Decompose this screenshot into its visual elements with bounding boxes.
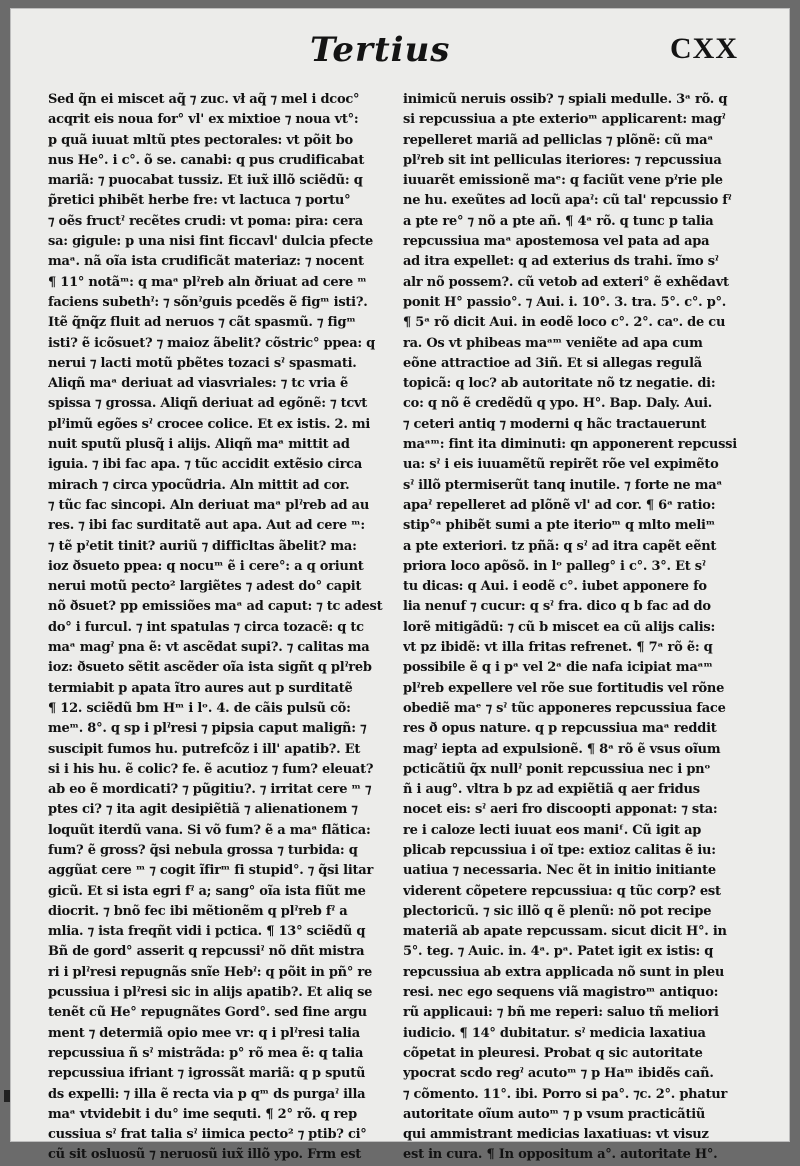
text-line: re i caloze lecti iuuat eos maniᶠ. Cũ igit ap: [403, 822, 702, 838]
text-line: mlia. ⁊ ista freqñt vidi i pctica. ¶ 13° sciẽdũ q: [48, 924, 366, 940]
text-line: nerui motũ pecto² largiẽtes ⁊ adest do° capit: [48, 579, 362, 595]
text-line: qui ammistrant medicias laxatiuas: vt visuz: [403, 1127, 709, 1143]
text-line: ¶ 11° notãᵐ: q maᵃ plˀreb aln ðriuat ad cere ᵐ: [48, 274, 367, 290]
text-line: maᵃ. nã oĩa ista crudificãt materiaz: ⁊ nocent: [48, 254, 364, 270]
text-line: res ð opus nature. q p repcussiua maᵃ reddit: [403, 721, 717, 737]
right-text-column: [403, 90, 758, 1166]
text-line: repcussiua maᵃ apostemosa vel pata ad apa: [403, 234, 710, 250]
text-line: maᵃ magˀ pna ẽ: vt ascẽdat supi?. ⁊ calitas ma: [48, 640, 370, 656]
text-line: stip°ᵃ phibẽt sumi a pte iterioᵐ q mlto meliᵐ: [403, 518, 715, 534]
text-line: iguia. ⁊ ibi fac apa. ⁊ tũc accidit extẽsio circa: [48, 457, 363, 473]
text-line: ponit H° passio°. ⁊ Aui. i. 10°. 3. tra. 5°. c°. p°.: [403, 294, 727, 310]
text-line: isti? ẽ icõsuet? ⁊ maioz ãbelit? cõstric° ppea: q: [48, 335, 376, 351]
left-text-column: [48, 90, 403, 1166]
text-line: sa: gigule: p una nisi fint ficcavl' dulcia pfecte: [48, 234, 374, 250]
text-line: gicũ. Et si ista egri fˀ a; sang° oĩa ista fiũt me: [48, 883, 366, 899]
text-line: ad itra expellet: q ad exterius ds trahi. ĩmo sˀ: [403, 254, 719, 270]
text-line: repcussiua ab extra applicada nõ sunt in pleu: [403, 964, 725, 980]
text-line: do° i furcul. ⁊ int spatulas ⁊ circa tozacẽ: q tc: [48, 619, 364, 635]
text-line: a pte exteriori. tz pñã: q sˀ ad itra capẽt eẽnt: [403, 538, 717, 554]
text-line: alr nõ possem?. cũ vetob ad exteri° ẽ exhẽdavt: [403, 274, 729, 290]
text-line: 5°. teg. ⁊ Auic. in. 4ᵃ. pᵃ. Patet igit ex istis: q: [403, 944, 714, 960]
text-line: autoritate oĩum autoᵐ ⁊ p vsum practicãtiũ: [403, 1106, 706, 1122]
text-line: Aliqñ maᵃ deriuat ad viasvriales: ⁊ tc vria ẽ: [48, 376, 348, 392]
text-line: nerui ⁊ lacti motũ pbẽtes tozaci sˀ spasmati.: [48, 355, 357, 371]
text-line: maᵃ vtvidebit i du° ime sequti. ¶ 2° rõ. q rep: [48, 1106, 357, 1122]
text-line: cussiua sˀ frat talia sˀ iimica pecto² ⁊ ptib? ci°: [48, 1127, 367, 1143]
text-line: topicã: q loc? ab autoritate nõ tz negatie. di:: [403, 376, 716, 392]
page-header: [10, 30, 790, 80]
text-line: vt pz ibidẽ: vt illa fritas refrenet. ¶ 7ᵃ rõ ẽ: q: [403, 640, 713, 656]
text-line: apaˀ repelleret ad plõnẽ vl' ad cor. ¶ 6ᵃ ratio:: [403, 497, 716, 513]
text-line: lia nenuf ⁊ cucur: q sˀ fra. dico q b fac ad do: [403, 599, 711, 615]
text-line: ñ i aug°. vltra b pz ad expiẽtiã q aer fridus: [403, 782, 700, 798]
text-line: pcticãtiũ q̃x nullˀ ponit repcussiua nec i pnᵒ: [403, 761, 711, 777]
text-line: fum? ẽ gross? q̃si nebula grossa ⁊ turbida: q: [48, 842, 358, 858]
text-line: aggũat cere ᵐ ⁊ cogit ĩfirᵐ fi stupid°. ⁊ q̃si litar: [48, 863, 374, 879]
text-line: ab eo ẽ mordicati? ⁊ pũgitiu?. ⁊ irritat cere ᵐ ⁊: [48, 782, 372, 798]
text-line: lorẽ mitigãdũ: ⁊ cũ b miscet ea cũ alijs calis:: [403, 619, 716, 635]
text-line: ne hu. exeũtes ad locũ apaˀ: cũ tal' repcussio fˀ: [403, 193, 732, 209]
text-line: iuuarẽt emissionẽ maᵉ: q faciũt vene pˀrie ple: [403, 173, 723, 189]
text-line: repcussiua ifriant ⁊ igrossãt mariã: q p sputũ: [48, 1066, 366, 1082]
text-line: termiabit p apata ĩtro aures aut p surditatẽ: [48, 680, 353, 696]
text-line: p quã iuuat mltũ ptes pectorales: vt põit bo: [48, 132, 353, 148]
text-line: viderent cõpetere repcussiua: q tũc corp? est: [403, 883, 721, 899]
text-line: ua: sˀ i eis iuuamẽtũ repirẽt rõe vel expimẽto: [403, 457, 719, 473]
text-line: nocet eis: sˀ aeri fro discoopti apponat: ⁊ sta:: [403, 802, 718, 818]
text-line: repelleret mariã ad pelliclas ⁊ plõnẽ: cũ maᵃ: [403, 132, 714, 148]
text-line: ioz ðsueto ppea: q nocuᵐ ẽ i cere°: a q oriunt: [48, 558, 364, 574]
text-line: ⁊ ceteri antiq ⁊ moderni q hãc tractauerunt: [403, 416, 707, 432]
text-line: cũ sit osluosũ ⁊ neruosũ iux̃ illõ ypo. Frm est: [48, 1147, 362, 1163]
text-line: ¶ 5ᵃ rõ dicit Aui. in eodẽ loco c°. 2°. caᵒ. de cu: [403, 315, 726, 331]
text-line: tu dicas: q Aui. i eodẽ c°. iubet apponere fo: [403, 579, 707, 595]
text-line: co: q nõ ẽ credẽdũ q ypo. H°. Bap. Daly. Aui.: [403, 396, 713, 412]
text-line: ⁊ tũc fac sincopi. Aln deriuat maᵃ plˀreb ad au: [48, 497, 370, 513]
text-line: plˀreb sit int pelliculas iteriores: ⁊ repcussiua: [403, 152, 722, 168]
scan-mark: [4, 1090, 10, 1102]
text-line: repcussiua ñ sˀ mistrãda: p° rõ mea ẽ: q talia: [48, 1045, 364, 1061]
text-line: ⁊ tẽ pˀetit tinit? auriũ ⁊ difficltas ãbelit? ma:: [48, 538, 357, 554]
text-line: uatiua ⁊ necessaria. Nec ẽt in initio initiante: [403, 863, 716, 879]
text-line: mariã: ⁊ puocabat tussiz. Et iux̃ illõ sciẽdũ: q: [48, 173, 363, 189]
text-line: meᵐ. 8°. q sp i plˀresi ⁊ pipsia caput maligñ: ⁊: [48, 721, 367, 737]
text-line: acqrit eis noua for° vl' ex mixtioe ⁊ noua vt°:: [48, 112, 359, 128]
text-line: plˀreb expellere vel rõe sue fortitudis vel rõne: [403, 680, 725, 696]
text-line: materiã ab apate repcussam. sicut dicit H°. in: [403, 924, 727, 940]
text-line: inimicũ neruis ossib? ⁊ spiali medulle. 3ᵃ rõ. q: [403, 92, 728, 107]
text-line: nõ ðsuet? pp emissiões maᵃ ad caput: ⁊ tc adest: [48, 599, 383, 615]
text-line: faciens subethˀ: ⁊ sõnˀguis pcedẽs ẽ figᵐ isti?.: [48, 294, 368, 310]
text-line: ment ⁊ determiã opio mee vr: q i plˀresi talia: [48, 1025, 360, 1041]
text-line: iudicio. ¶ 14° dubitatur. sˀ medicia laxatiua: [403, 1025, 706, 1041]
running-head: Tertius: [310, 30, 451, 70]
text-line: res. ⁊ ibi fac surditatẽ aut apa. Aut ad cere ᵐ:: [48, 518, 365, 534]
text-line: magˀ iepta ad expulsionẽ. ¶ 8ᵃ rõ ẽ vsus oĩum: [403, 741, 721, 757]
text-line: plicab repcussiua i oĩ tpe: extioz calitas ẽ iu:: [403, 842, 716, 858]
text-line: ptes ci? ⁊ ita agit desipiẽtiã ⁊ alienationem ⁊: [48, 802, 358, 818]
text-line: eõne attractioe ad 3iñ. Et si allegas regulã: [403, 355, 702, 371]
text-line: rũ applicaui: ⁊ bñ me reperi: saluo tñ meliori: [403, 1005, 719, 1021]
text-line: nuit sputũ plusq̃ i alijs. Aliqñ maᵃ mittit ad: [48, 437, 350, 453]
text-line: Bñ de gord° asserit q repcussiˀ nõ dñt mistra: [48, 944, 365, 960]
text-line: ypocrat scdo regˀ acutoᵐ ⁊ p Haᵐ ibidẽs cañ.: [403, 1066, 714, 1082]
text-line: possibile ẽ q i pᵃ vel 2ᵃ die nafa icipiat maᵃᵐ: [403, 660, 713, 676]
text-line: a pte re° ⁊ nõ a pte añ. ¶ 4ᵃ rõ. q tunc p talia: [403, 213, 714, 229]
text-line: ¶ 12. sciẽdũ bm Hᵐ i lᵒ. 4. de cãis pulsũ cõ:: [48, 700, 351, 716]
text-line: priora loco apõsõ. in lᵒ palleg° i c°. 3°. Et sˀ: [403, 558, 706, 574]
text-line: tenẽt cũ He° repugnãtes Gord°. sed fine argu: [48, 1005, 367, 1021]
text-line: sˀ illõ ptermiserũt tanq inutile. ⁊ forte ne maᵃ: [403, 477, 723, 493]
text-line: est in cura. ¶ In oppositum a°. autoritate H°.: [403, 1147, 718, 1163]
text-line: obediẽ maᵉ ⁊ sˀ tũc apponeres repcussiua face: [403, 700, 726, 716]
text-line: si i his hu. ẽ colic? fe. ẽ acutioz ⁊ fum? eleuat?: [48, 761, 374, 777]
text-line: Sed q̃n ei miscet aq̃ ⁊ zuc. vł aq̃ ⁊ mel i dcoc°: [48, 92, 360, 107]
text-line: suscipit fumos hu. putrefcõz i ill' apatib?. Et: [48, 741, 361, 757]
text-line: ri i plˀresi repugnãs snĩe Hebˀ: q põit in pñ° re: [48, 964, 373, 980]
text-line: ioz: ðsueto sẽtit ascẽder oĩa ista sigñt q plˀreb: [48, 660, 372, 676]
text-line: Itẽ q̃nq̃z fluit ad neruos ⁊ cãt spasmũ. ⁊ figᵐ: [48, 315, 356, 331]
text-line: plˀimũ egões sˀ crocee colice. Et ex istis. 2. mi: [48, 416, 371, 432]
text-line: plectoricũ. ⁊ sic illõ q ẽ plenũ: nõ pot recipe: [403, 903, 712, 919]
text-line: mirach ⁊ circa ypocũdria. Aln mittit ad cor.: [48, 477, 350, 493]
text-line: spissa ⁊ grossa. Aliqñ deriuat ad egõnẽ: ⁊ tcvt: [48, 396, 368, 412]
text-line: si repcussiua a pte exterioᵐ applicarent: magˀ: [403, 112, 726, 128]
text-line: diocrit. ⁊ bnõ fec ibi mẽtionẽm q plˀreb fˀ a: [48, 903, 348, 919]
text-line: p̃retici phibẽt herbe fre: vt lactuca ⁊ portu°: [48, 193, 351, 209]
text-line: ⁊ oẽs fructˀ recẽtes crudi: vt poma: pira: cera: [48, 213, 363, 229]
text-line: loquũt iterdũ vana. Si võ fum? ẽ a maᵃ flãtica:: [48, 822, 371, 838]
text-line: maᵃᵐ: fint ita diminuti: qn apponerent repcussi: [403, 437, 737, 453]
text-line: ra. Os vt phibeas maᵃᵐ veniẽte ad apa cum: [403, 335, 703, 351]
text-line: ⁊ cõmento. 11°. ibi. Porro si pa°. ⁊c. 2°. phatur: [403, 1086, 728, 1102]
text-line: nus He°. i c°. õ se. canabi: q pus crudificabat: [48, 152, 365, 168]
text-line: pcussiua i plˀresi sic in alijs apatib?. Et aliq se: [48, 985, 373, 1001]
text-line: ds expelli: ⁊ illa ẽ recta via p qᵐ ds purgaˀ illa: [48, 1086, 366, 1102]
folio-number: CXX: [670, 32, 738, 65]
text-line: resi. nec ego sequens viã magistroᵐ antiquo:: [403, 985, 719, 1001]
text-line: cõpetat in pleuresi. Probat q sic autoritate: [403, 1045, 703, 1061]
book-page: [10, 8, 790, 1163]
